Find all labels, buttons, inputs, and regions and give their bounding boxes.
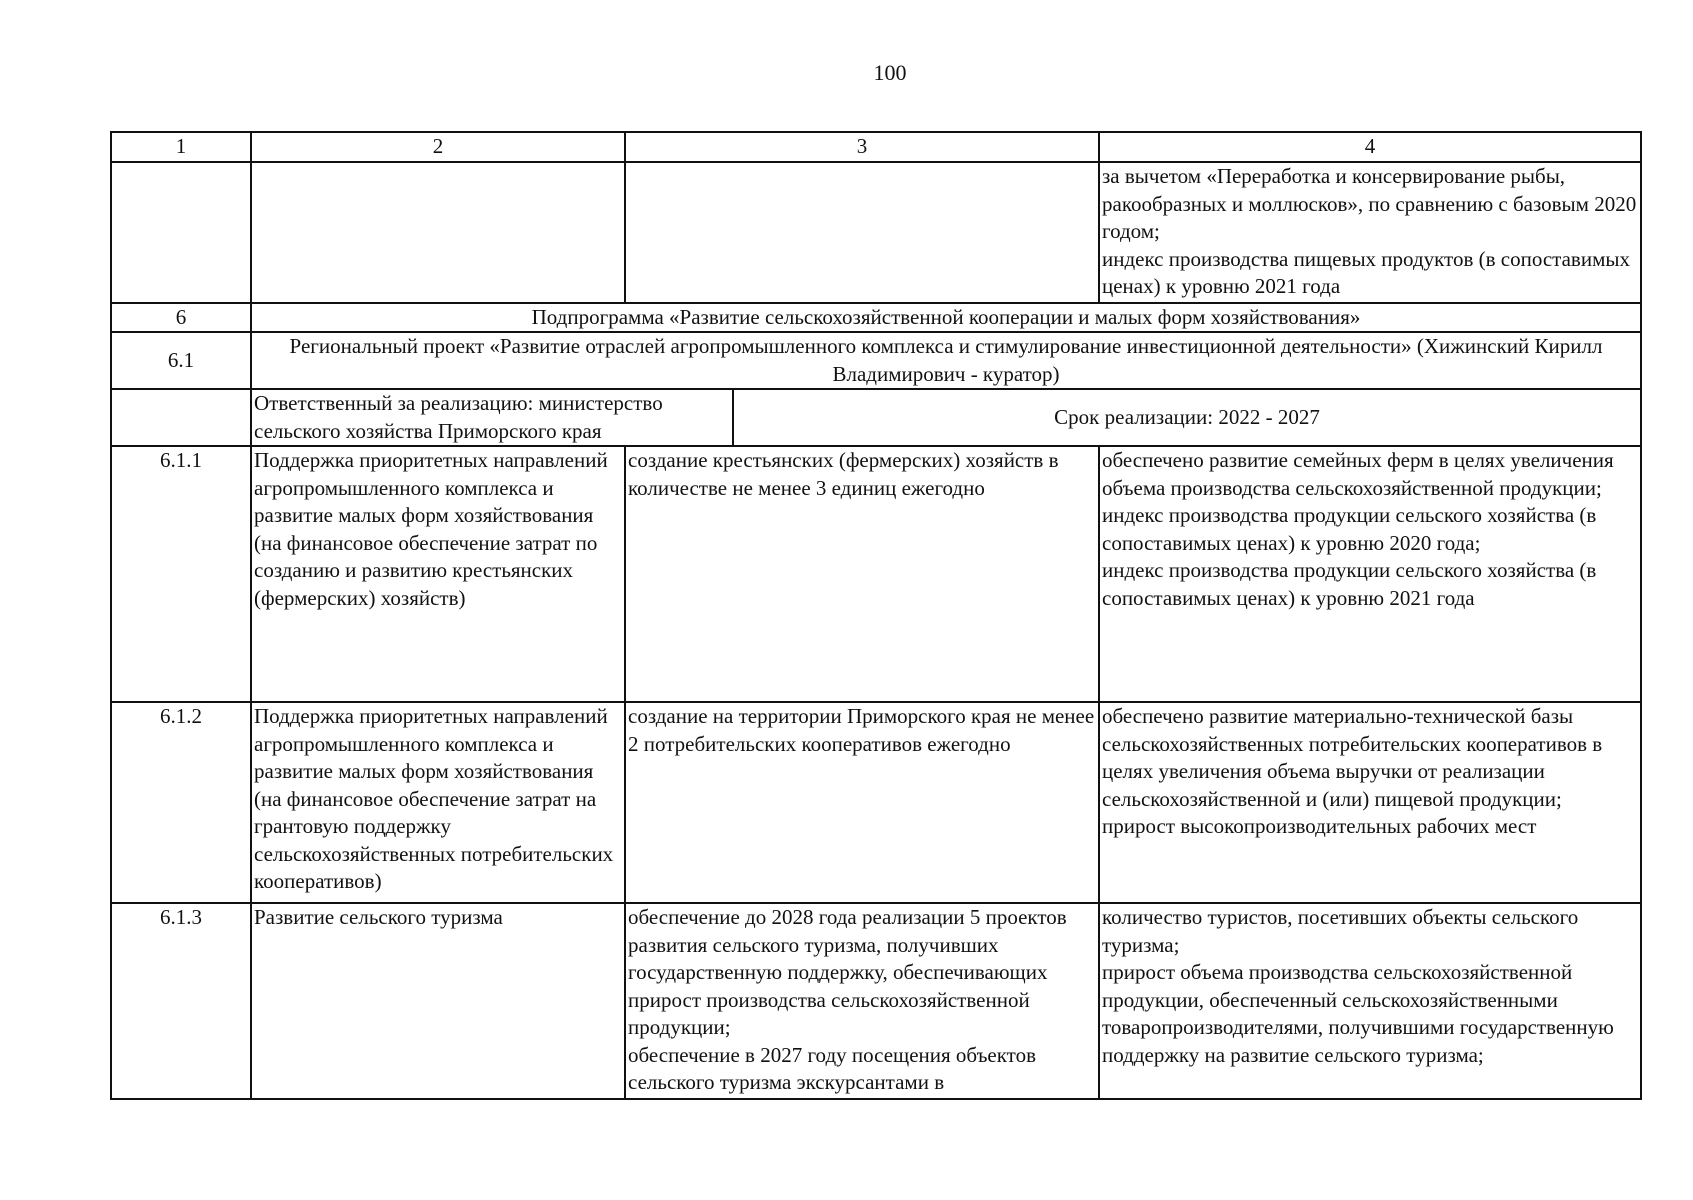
header-row bbox=[111, 132, 1641, 162]
continuation-row bbox=[111, 162, 1641, 303]
row-expected-result: создание на территории Приморского края не менее 2 потребительских кооперативов ежегодно bbox=[625, 702, 1099, 903]
row-task: Поддержка приоритетных направлений агропромышленного комплекса и развитие малых форм хозяйствования (на финансовое обеспечение затрат на грантовую поддержку сельскохозяйственных потребительских кооперативов) bbox=[251, 702, 625, 903]
row-indicators: количество туристов, посетивших объекты сельского туризма; прирост объема производства сельскохозяйственной продукции, обеспеченный сельскохозяйственными товаропроизводителями, получившими государственную поддержку на развитие сельского туризма; bbox=[1099, 903, 1641, 1099]
continuation-indicators: за вычетом «Переработка и консервирование рыбы, ракообразных и моллюсков», по сравнению с базовым 2020 годом; индекс производства пищевых продуктов (в сопоставимых ценах) к уровню 2021 года bbox=[1099, 162, 1641, 303]
subprogram-row bbox=[111, 303, 1641, 332]
page-number: 100 bbox=[873, 60, 907, 85]
header-col-4: 4 bbox=[1099, 132, 1641, 162]
row-expected-result: обеспечение до 2028 года реализации 5 проектов развития сельского туризма, получивших государственную поддержку, обеспечивающих прирост производства сельскохозяйственной продукции; обеспечение в 2027 году посещения объектов сельского туризма экскурсантами в bbox=[625, 903, 1099, 1099]
responsible-party: Ответственный за реализацию: министерство сельского хозяйства Приморского края bbox=[251, 389, 733, 446]
row-number: 6.1.2 bbox=[111, 702, 251, 903]
row-task: Поддержка приоритетных направлений агропромышленного комплекса и развитие малых форм хозяйствования (на финансовое обеспечение затрат по созданию и развитию крестьянских (фермерских) хозяйств) bbox=[251, 446, 625, 702]
header-col-2: 2 bbox=[251, 132, 625, 162]
row-task: Развитие сельского туризма bbox=[251, 903, 625, 1099]
cell-empty bbox=[111, 162, 251, 303]
header-col-3: 3 bbox=[625, 132, 1099, 162]
table-row bbox=[111, 446, 1641, 702]
table-row bbox=[111, 903, 1641, 1099]
table-row bbox=[111, 702, 1641, 903]
row-number: 6.1.1 bbox=[111, 446, 251, 702]
responsibility-row bbox=[111, 389, 1641, 446]
subprogram-title: Подпрограмма «Развитие сельскохозяйственной кооперации и малых форм хозяйствования» bbox=[251, 303, 1641, 332]
row-indicators: обеспечено развитие материально-технической базы сельскохозяйственных потребительских кооперативов в целях увеличения объема выручки от реализации сельскохозяйственной и (или) пищевой продукции; прирост высокопроизводительных рабочих мест bbox=[1099, 702, 1641, 903]
implementation-term: Срок реализации: 2022 - 2027 bbox=[733, 389, 1641, 446]
cell-empty bbox=[251, 162, 625, 303]
program-table bbox=[110, 131, 1642, 1100]
row-expected-result: создание крестьянских (фермерских) хозяйств в количестве не менее 3 единиц ежегодно bbox=[625, 446, 1099, 702]
cell-empty bbox=[111, 389, 251, 446]
project-row bbox=[111, 332, 1641, 389]
project-number: 6.1 bbox=[111, 332, 251, 389]
cell-empty bbox=[625, 162, 1099, 303]
row-indicators: обеспечено развитие семейных ферм в целях увеличения объема производства сельскохозяйственной продукции; индекс производства продукции сельского хозяйства (в сопоставимых ценах) к уровню 2020 года; индекс производства продукции сельского хозяйства (в сопоставимых ценах) к уровню 2021 года bbox=[1099, 446, 1641, 702]
row-number: 6.1.3 bbox=[111, 903, 251, 1099]
subprogram-number: 6 bbox=[111, 303, 251, 332]
header-col-1: 1 bbox=[111, 132, 251, 162]
project-title: Региональный проект «Развитие отраслей агропромышленного комплекса и стимулирование инвестиционной деятельности» (Хижинский Кирилл Владимирович - куратор) bbox=[251, 332, 1641, 389]
